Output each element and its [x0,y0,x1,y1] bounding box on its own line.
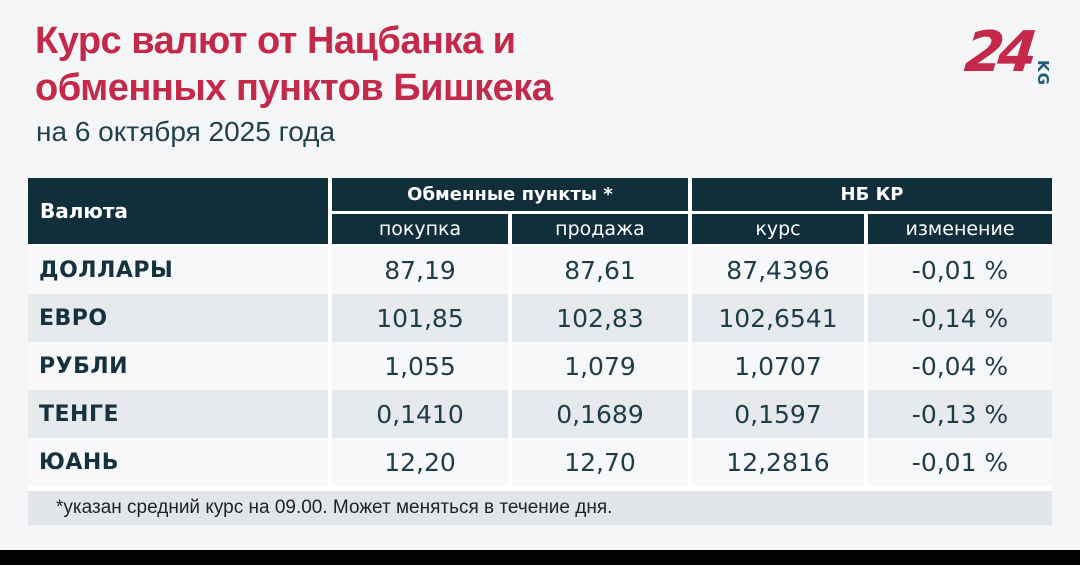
column-header-buy: покупка [332,214,508,244]
currency-name: ЮАНЬ [28,438,328,486]
change-value: -0,13 % [868,390,1052,438]
column-header-rate: курс [692,214,864,244]
rate-value: 87,4396 [692,246,864,294]
logo-24kg [961,20,1052,86]
table-row-yuan [28,438,1052,486]
date-subtitle: на 6 октября 2025 года [36,116,336,147]
rate-value: 0,1597 [692,390,864,438]
currency-name: РУБЛИ [28,342,328,390]
change-value: -0,01 % [868,438,1052,486]
table-row-tenge [28,390,1052,438]
table-row-dollars [28,246,1052,294]
sell-value: 1,079 [512,342,688,390]
currency-name: ЕВРО [28,294,328,342]
change-value: -0,01 % [868,246,1052,294]
column-group-exchange-points: Обменные пункты * [332,178,688,211]
change-value: -0,14 % [868,294,1052,342]
table-row-rubles [28,342,1052,390]
buy-value: 0,1410 [332,390,508,438]
currency-name: ДОЛЛАРЫ [28,246,328,294]
title-line1: Курс валют от Нацбанка и [35,20,516,62]
page-title [35,18,552,112]
column-header-change: изменение [868,214,1052,244]
title-line2: обменных пунктов Бишкека [35,67,553,109]
change-value: -0,04 % [868,342,1052,390]
logo-24-number: 24 [961,20,1035,85]
table-header [28,178,1052,244]
buy-value: 87,19 [332,246,508,294]
rate-value: 12,2816 [692,438,864,486]
logo-kg-suffix: KG [1034,60,1052,86]
buy-value: 101,85 [332,294,508,342]
bottom-black-bar [0,550,1080,565]
footnote: *указан средний курс на 09.00. Может меняться в течение дня. [28,491,1052,525]
sell-value: 102,83 [512,294,688,342]
column-group-nbkr: НБ КР [692,178,1052,211]
table-row-euro [28,294,1052,342]
sell-value: 12,70 [512,438,688,486]
rate-value: 102,6541 [692,294,864,342]
table-body [28,246,1052,486]
column-header-currency: Валюта [28,178,328,244]
column-header-sell: продажа [512,214,688,244]
sell-value: 0,1689 [512,390,688,438]
buy-value: 12,20 [332,438,508,486]
buy-value: 1,055 [332,342,508,390]
sell-value: 87,61 [512,246,688,294]
rate-value: 1,0707 [692,342,864,390]
currency-rates-table [28,178,1052,525]
currency-name: ТЕНГЕ [28,390,328,438]
